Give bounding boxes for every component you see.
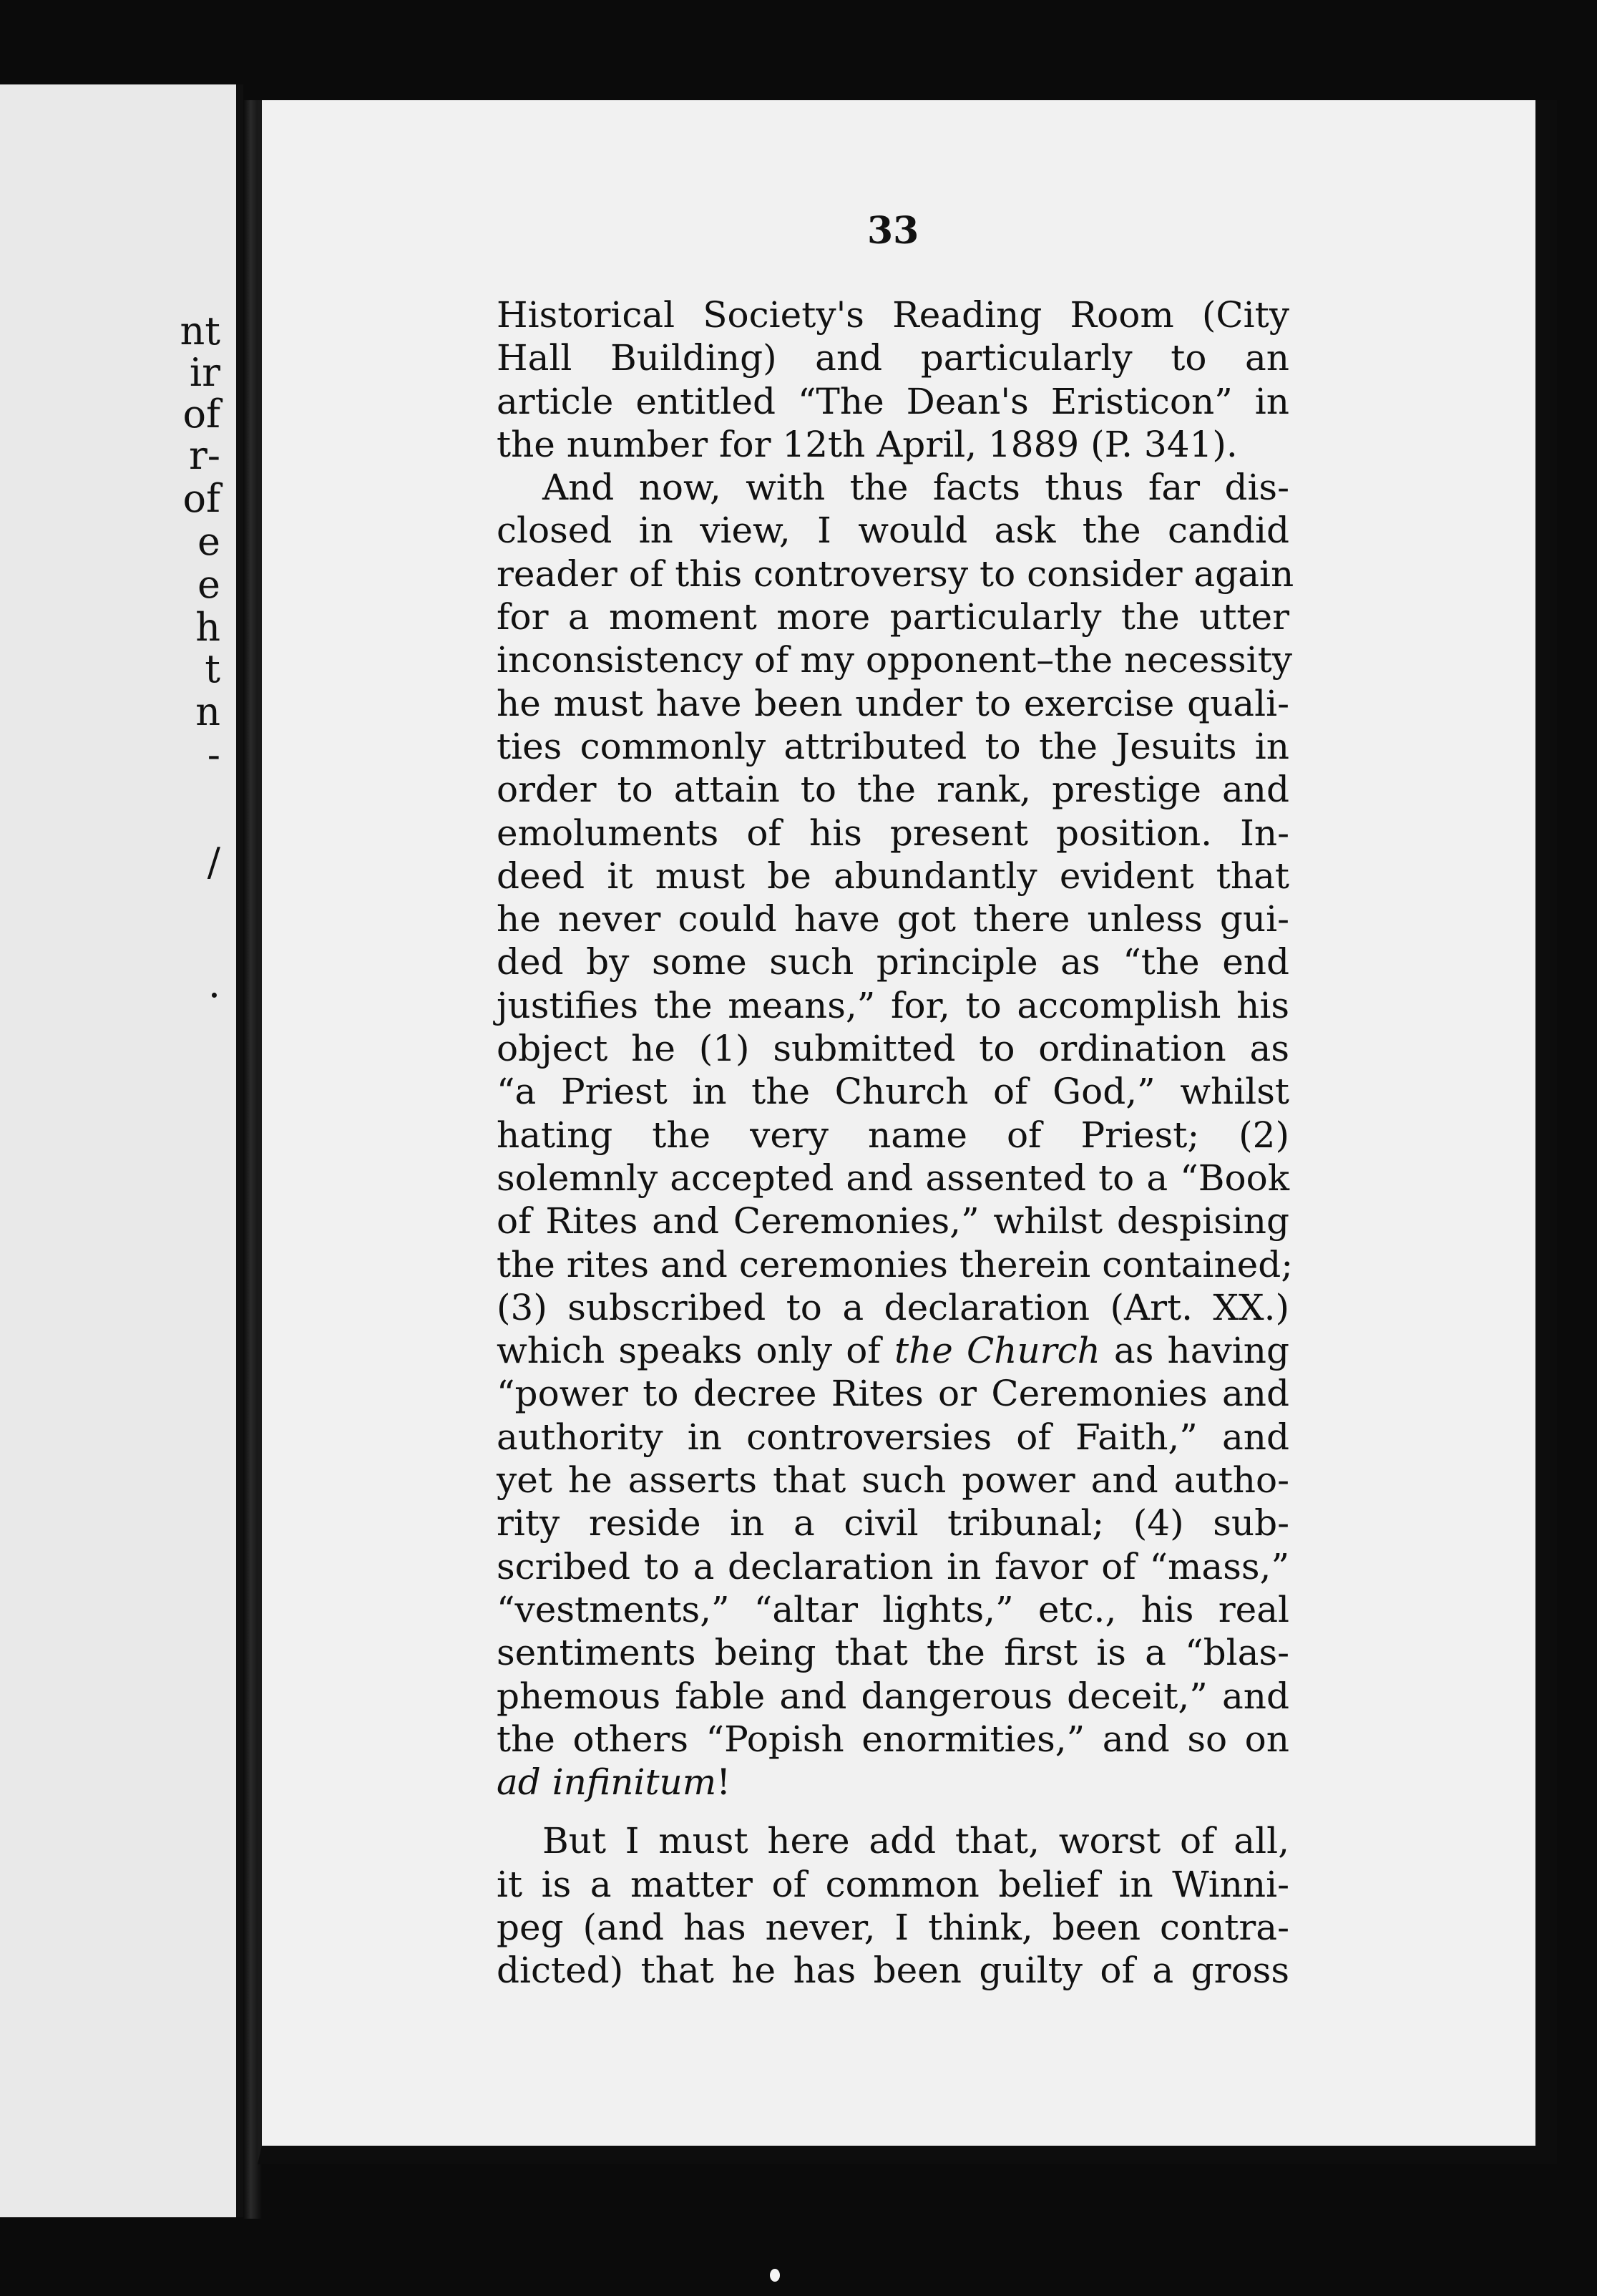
text-line: order to attain to the rank, prestige and <box>497 769 1289 811</box>
left-text-fragment: of <box>182 476 220 521</box>
text-line: justifies the means,” for, to accomplish his <box>497 984 1289 1026</box>
page-number: 33 <box>867 209 919 253</box>
text-line: for a moment more particularly the utter <box>497 596 1289 638</box>
text-line: the rites and ceremonies therein contained; <box>497 1243 1294 1285</box>
text-line: ded by some such principle as “the end <box>497 941 1289 983</box>
left-text-fragment: - <box>207 732 220 777</box>
left-text-fragment: / <box>207 840 220 885</box>
italic-text: the Church <box>894 1330 1100 1372</box>
text-line: Historical Society's Reading Room (City <box>497 294 1289 336</box>
text-line: emoluments of his present position. In- <box>497 812 1289 854</box>
text-line: “a Priest in the Church of God,” whilst <box>497 1071 1289 1113</box>
text-line: And now, with the facts thus far dis- <box>542 467 1289 509</box>
text-line: hating the very name of Priest; (2) <box>497 1114 1289 1156</box>
text-line: object he (1) submitted to ordination as <box>497 1028 1289 1070</box>
text-line: the number for 12th April, 1889 (P. 341). <box>497 423 1238 465</box>
text-line: of Rites and Ceremonies,” whilst despising <box>497 1200 1289 1242</box>
scan-speck <box>770 2269 780 2282</box>
left-page-edge <box>0 84 243 2217</box>
left-text-fragment: t <box>205 646 220 691</box>
text-line: phemous fable and dangerous deceit,” and <box>497 1675 1289 1717</box>
left-text-fragment: e <box>197 519 220 564</box>
left-text-fragment: nt <box>180 308 220 354</box>
text-run: as having <box>1100 1330 1290 1372</box>
text-line: Hall Building) and particularly to an <box>497 337 1289 379</box>
left-text-fragment: . <box>207 961 220 1006</box>
text-run: which speaks only of <box>497 1330 894 1372</box>
text-line: rity reside in a civil tribunal; (4) sub- <box>497 1502 1289 1545</box>
left-text-fragment: n <box>195 689 220 734</box>
text-line: yet he asserts that such power and autho- <box>497 1459 1289 1502</box>
text-line: sentiments being that the first is a “blas- <box>497 1632 1289 1674</box>
paragraph <box>497 293 1289 466</box>
left-text-fragment: e <box>197 562 220 607</box>
text-line: dicted) that he has been guilty of a gross <box>497 1950 1289 1992</box>
text-line: it is a matter of common belief in Winni- <box>497 1863 1289 1905</box>
text-line: (3) subscribed to a declaration (Art. XX.) <box>497 1286 1289 1328</box>
text-line: he must have been under to exercise quali- <box>497 682 1289 724</box>
text-line: scribed to a declaration in favor of “mass,” <box>497 1545 1289 1587</box>
text-line: the others “Popish enormities,” and so on <box>497 1718 1289 1760</box>
paragraph <box>497 1819 1289 1992</box>
left-text-fragment: h <box>195 605 220 650</box>
text-line <box>497 1329 1289 1372</box>
text-line: ties commonly attributed to the Jesuits in <box>497 725 1289 767</box>
text-line: “power to decree Rites or Ceremonies and <box>497 1373 1289 1415</box>
text-line: peg (and has never, I think, been contra- <box>497 1906 1289 1948</box>
left-text-fragment: r- <box>188 433 220 478</box>
body-text <box>497 293 1294 1993</box>
left-text-fragment: of <box>182 391 220 437</box>
text-line: solemnly accepted and assented to a “Book <box>497 1157 1289 1199</box>
text-line <box>497 1761 1289 1804</box>
text-line: But I must here add that, worst of all, <box>542 1820 1289 1862</box>
text-line: reader of this controversy to consider again <box>497 553 1294 595</box>
paragraph <box>497 466 1294 1804</box>
text-line: article entitled “The Dean's Eristicon” in <box>497 380 1289 422</box>
text-line: inconsistency of my opponent–the necessity <box>497 639 1293 681</box>
text-line: authority in controversies of Faith,” and <box>497 1416 1289 1458</box>
text-line: deed it must be abundantly evident that <box>497 855 1289 897</box>
text-line: he never could have got there unless gui- <box>497 898 1289 940</box>
italic-text: ad infinitum <box>497 1761 717 1804</box>
text-line: closed in view, I would ask the candid <box>497 510 1289 552</box>
text-run: ! <box>716 1761 731 1804</box>
left-text-fragment: ir <box>189 350 220 395</box>
text-line: “vestments,” “altar lights,” etc., his real <box>497 1588 1289 1630</box>
